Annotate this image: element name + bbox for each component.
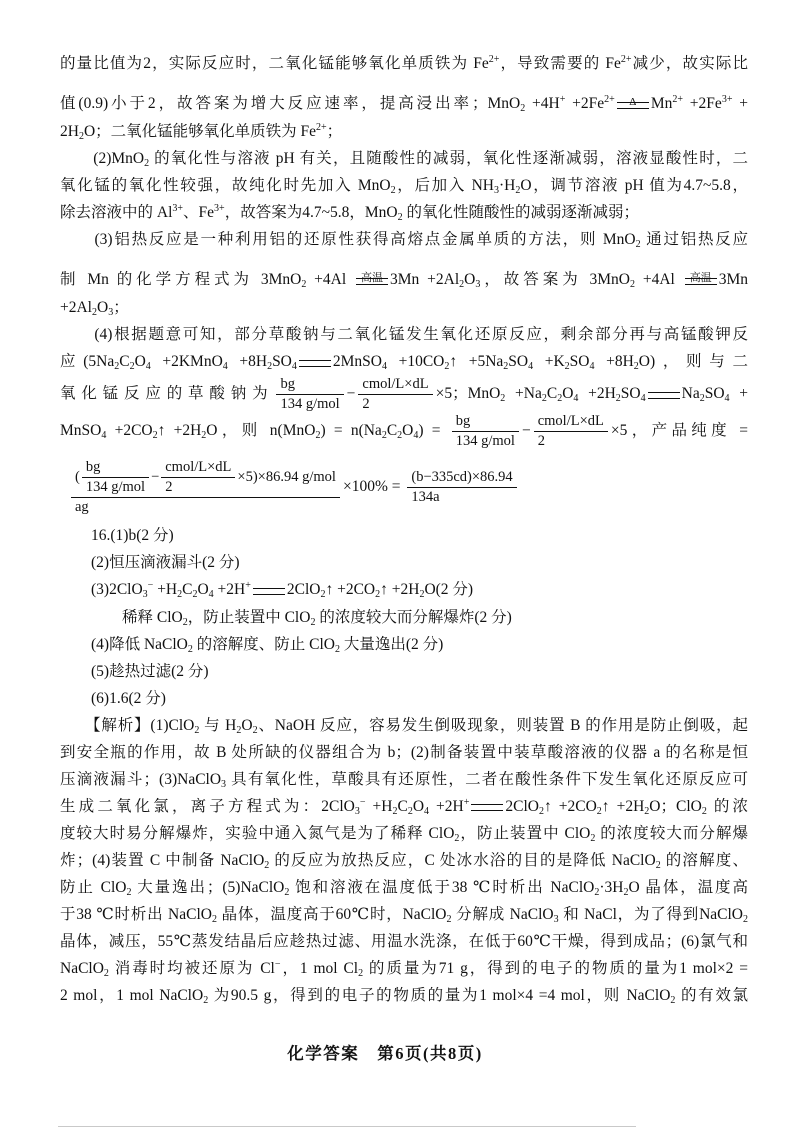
reaction-equals-sign [356,267,388,294]
page-footer: 化学答案 第6页(共8页) [287,1044,483,1063]
text-line: ( $\frac{bg}{\text{134 g/mol}}$ − $\frac{\text{cmol/L×dL}}{2}$ ×5)×86.94 g/mol ag ×100% = $\frac{(b-335cd)\times 86.94}{134a}$ [60,450,748,521]
text-line: 到安全瓶的作用，故 B 处所缺的仪器组合为 b；(2)制备装置中装草酸溶液的仪器 a 的名称是恒 [60,743,748,761]
text-line: (5)趁热过滤(2 分) [60,662,209,680]
text-line: 压滴液漏斗；(3)NaClO$_3$ 具有氧化性，草酸具有还原性，二者在酸性条件下发生氧化还原反应可 [60,770,748,790]
reaction-equals-sign [617,91,649,118]
text-line: NaClO$_2$ 消毒时均被还原为 Cl−，1 mol $Cl_2$ 的质量为71 g，得到的电子的物质的量为1 mol×2 = [60,959,748,980]
fraction: ( $\frac{bg}{\text{134 g/mol}}$ − $\frac{\text{cmol/L×dL}}{2}$ ×5)×86.94 g/mol ag [71,459,340,516]
text-line: (4)根据题意可知，部分草酸钠与二氧化锰发生氧化还原反应，剩余部分再与高锰酸钾反 [60,325,748,343]
text-line: 度较大时易分解爆炸，实验中通入氮气是为了稀释 ClO$_2$，防止装置中 ClO$_2$ 的浓度较大而分解爆 [60,825,748,845]
fraction: $\frac{\text{cmol/L×dL}}{2}$ [358,376,432,413]
text-line: (4)降低 NaClO$_2$ 的溶解度、防止 ClO$_2$ 大量逸出(2 分) [60,635,444,655]
text-line: $2H_2O$；二氧化锰能够氧化单质铁为 $Fe^{2+}$； [60,121,343,142]
reaction-condition-label: 高温 [689,271,712,284]
page-bottom-rule [58,1126,636,1127]
text-line: MnSO$_4$ $+2CO_2↑ +2H_2O$，则 $n(MnO_2) = n(Na_2C_2O_4)$ = $\frac{bg}{\text{134 g/mol}}$ − $\frac{\text{cmol/L×dL}}{2}$ ×5，产品纯度 = [60,413,748,450]
text-line: 生成二氧化氯，离子方程式为：$2ClO_3^- +H_2C_2O_4 +2H^+$ 2ClO$_2$↑ $+2CO_2↑ +2H_2O$；ClO$_2$ 的浓 [60,793,748,821]
fraction: $\frac{\text{cmol/L×dL}}{2}$ [161,459,235,496]
reaction-equals-sign [253,577,285,604]
text-line: 稀释 ClO$_2$，防止装置中 ClO$_2$ 的浓度较大而分解爆炸(2 分) [60,608,512,628]
text-line: 应($5Na_2C_2O_4$ +2KMnO$_4$ $+8H_2SO_4$ 2MnSO$_4$ $+10CO_2↑ +5Na_2SO_4 +K_2SO_4 +8H_2O$)，则与二 [60,348,748,376]
fraction: $\frac{bg}{\text{134 g/mol}}$ [452,413,519,450]
text-line: 晶体，减压，55℃蒸发结晶后应趁热过滤、用温水洗涤，在低于60℃干燥，得到成品；(6)氯气和 [60,933,748,951]
fraction: $\frac{bg}{\text{134 g/mol}}$ [276,376,343,413]
text-line: 氧化锰反应的草酸钠为 $\frac{bg}{\text{134 g/mol}}$ − $\frac{\text{cmol/L×dL}}{2}$ ×5；$MnO_2 +Na_2C_2O_4 +2H_2SO_4$ $Na_2SO_4$ + [60,375,748,412]
reaction-condition-label: Δ [629,95,637,108]
text-line: (2)恒压滴液漏斗(2 分) [60,553,240,571]
text-line: 2 mol，1 mol NaClO$_2$ 为90.5 g，得到的电子的物质的量为1 mol×4 =4 mol，则 NaClO$_2$ 的有效氯 [60,987,748,1007]
text-line: 【解析】(1)ClO$_2$ 与 $H_2O_2$、NaOH 反应，容易发生倒吸现象，则装置 B 的作用是防止倒吸，起 [60,716,748,736]
text-line: 防止 ClO$_2$ 大量逸出；(5)NaClO$_2$ 饱和溶液在温度低于38 ℃时析出 $NaClO_2\cdot 3H_2O$ 晶体，温度高 [60,879,748,899]
text-line: 炸；(4)装置 C 中制备 NaClO$_2$ 的反应为放热反应，C 处冰水浴的目的是降低 NaClO$_2$ 的溶解度、 [60,852,748,872]
text-line: 于38 ℃时析出 NaClO$_2$ 晶体，温度高于60℃时，NaClO$_2$ 分解成 NaClO$_3$ 和 NaCl，为了得到NaClO$_2$ [60,906,748,926]
reaction-equals-sign [648,381,680,408]
text-line: $(3)2ClO_3^- +H_2C_2O_4 +2H^+$ 2ClO$_2$↑ $+2CO_2↑ +2H_2O(2$ 分) [60,576,748,604]
fraction: $\frac{(b-335cd)\times 86.94}{134a}$ [407,469,516,506]
text-line: (3)铝热反应是一种利用铝的还原性获得高熔点金属单质的方法，则 MnO$_2$ 通过铝热反应 [60,230,748,250]
text-line: (2)MnO$_2$ 的氧化性与溶液 pH 有关，且随酸性的减弱，氧化性逐渐减弱，溶液显酸性时，二 [60,149,748,169]
text-line: $+2Al_2O_3$； [60,298,129,318]
fraction: $\frac{\text{cmol/L×dL}}{2}$ [534,413,608,450]
text-line: 制 Mn 的化学方程式为 3MnO$_2$ +4Al 高温 $3Mn +2Al_2O_3$，故答案为 3MnO$_2$ +4Al 高温 3Mn [60,253,748,294]
text-line: 氧化锰的氧化性较强，故纯化时先加入 MnO$_2$，后加入 $NH_3\cdot H_2O$，调节溶液 pH 值为4.7~5.8， [60,176,748,196]
text-line: (6)1.6(2 分) [60,689,166,707]
fraction: $\frac{bg}{\text{134 g/mol}}$ [82,459,149,496]
reaction-equals-sign [299,349,331,376]
reaction-condition-label: 高温 [361,271,384,284]
text-line: 值(0.9)小于2，故答案为增大反应速率，提高浸出率；$MnO_2 +4H^+ +2Fe^{2+}$ Δ $Mn^{2+} +2Fe^{3+}$ + [60,77,748,118]
text-line: 的量比值为2，实际反应时，二氧化锰能够氧化单质铁为 $Fe^{2+}$，导致需要的 $Fe^{2+}$减少，故实际比 [60,54,748,72]
text-line: 16.(1)b(2 分) [60,526,174,544]
reaction-equals-sign [471,793,503,820]
text-line: 除去溶液中的 $Al^{3+}$、$Fe^{3+}$，故答案为4.7~5.8，MnO$_2$ 的氧化性随酸性的减弱逐渐减弱； [60,202,639,223]
reaction-equals-sign [685,267,717,294]
